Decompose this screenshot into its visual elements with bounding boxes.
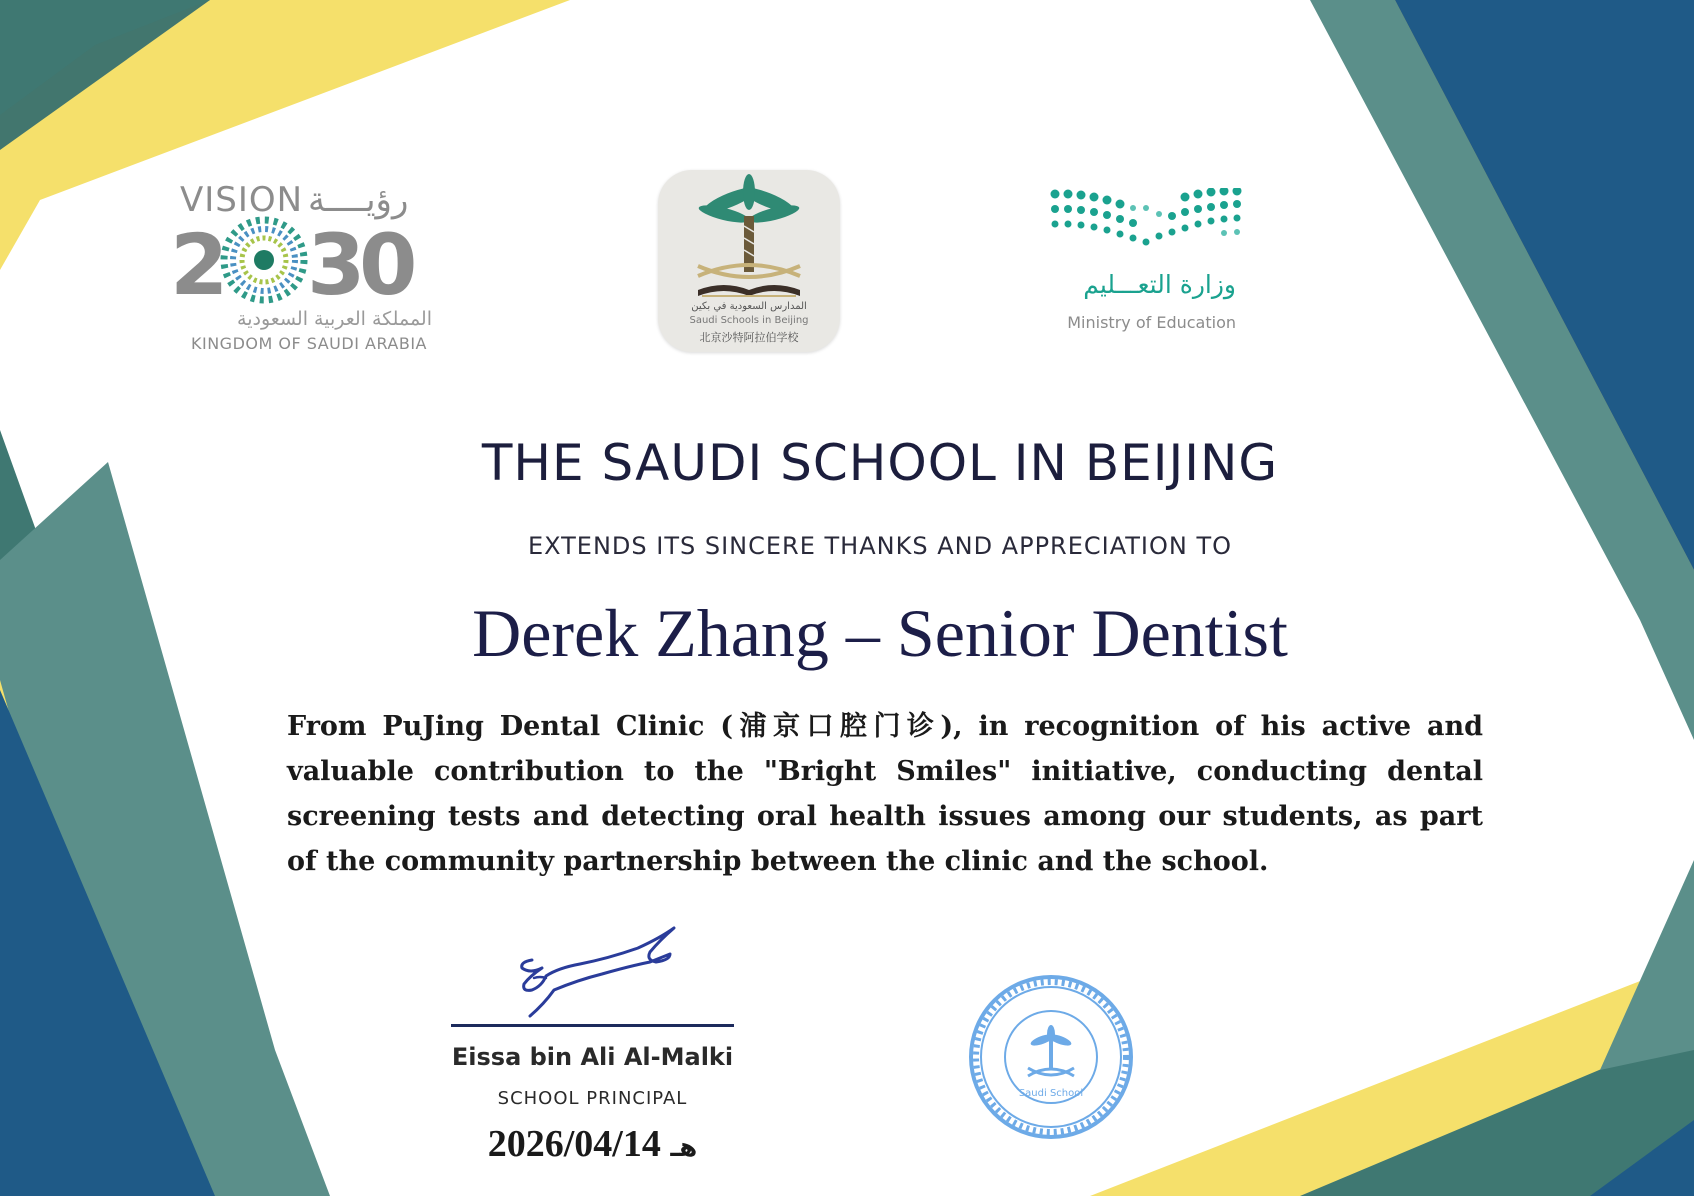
appreciation-paragraph: From PuJing Dental Clinic (浦京口腔门诊), in recognition of his active and valuable contribution to the "Bright Smiles" initiative, conducting dental screening tests and detecting oral health issues among our students, as part of the community partnership between the clinic and the school. bbox=[287, 711, 1483, 877]
vision-country-arabic: المملكة العربية السعودية bbox=[237, 308, 432, 330]
certificate-date bbox=[420, 1122, 765, 1166]
principal-signature bbox=[510, 918, 680, 1026]
school-name-chinese: 北京沙特阿拉伯学校 bbox=[699, 331, 799, 344]
school-name-english: Saudi Schools in Beijing bbox=[689, 315, 809, 326]
svg-text:0: 0 bbox=[359, 216, 418, 306]
ministry-name-arabic: وزارة التعـــليم bbox=[1083, 270, 1236, 299]
school-seal-stamp bbox=[966, 972, 1136, 1142]
certificate-subtitle: EXTENDS ITS SINCERE THANKS AND APPRECIATION TO bbox=[527, 532, 1233, 560]
date-value: 2026/04/14 bbox=[487, 1123, 661, 1165]
svg-text:2: 2 bbox=[170, 216, 229, 306]
recipient-name: Derek Zhang – Senior Dentist bbox=[472, 595, 1288, 671]
ministry-name-english: Ministry of Education bbox=[1067, 313, 1236, 332]
vision-2030-logo bbox=[170, 180, 440, 360]
ministry-dots-emblem bbox=[1040, 188, 1340, 258]
principal-title: SCHOOL PRINCIPAL bbox=[497, 1088, 688, 1109]
hijri-suffix: هـ bbox=[670, 1133, 698, 1163]
svg-text:3: 3 bbox=[307, 216, 366, 306]
saudi-schools-beijing-logo bbox=[658, 170, 840, 352]
certificate-title: THE SAUDI SCHOOL IN BEIJING bbox=[481, 434, 1279, 492]
ministry-of-education-logo bbox=[1040, 188, 1340, 348]
school-name-arabic: المدارس السعودية في بكين bbox=[691, 301, 807, 312]
vision-word: VISION bbox=[180, 180, 304, 220]
vision-country-english: KINGDOM OF SAUDI ARABIA bbox=[191, 334, 427, 353]
vision-arabic-word: رؤيــــة bbox=[308, 180, 409, 220]
vision-2030-emblem bbox=[170, 216, 440, 306]
stamp-text: Saudi School bbox=[1018, 1088, 1084, 1099]
signature-line bbox=[451, 1024, 734, 1027]
principal-name: Eissa bin Ali Al-Malki bbox=[451, 1043, 734, 1071]
